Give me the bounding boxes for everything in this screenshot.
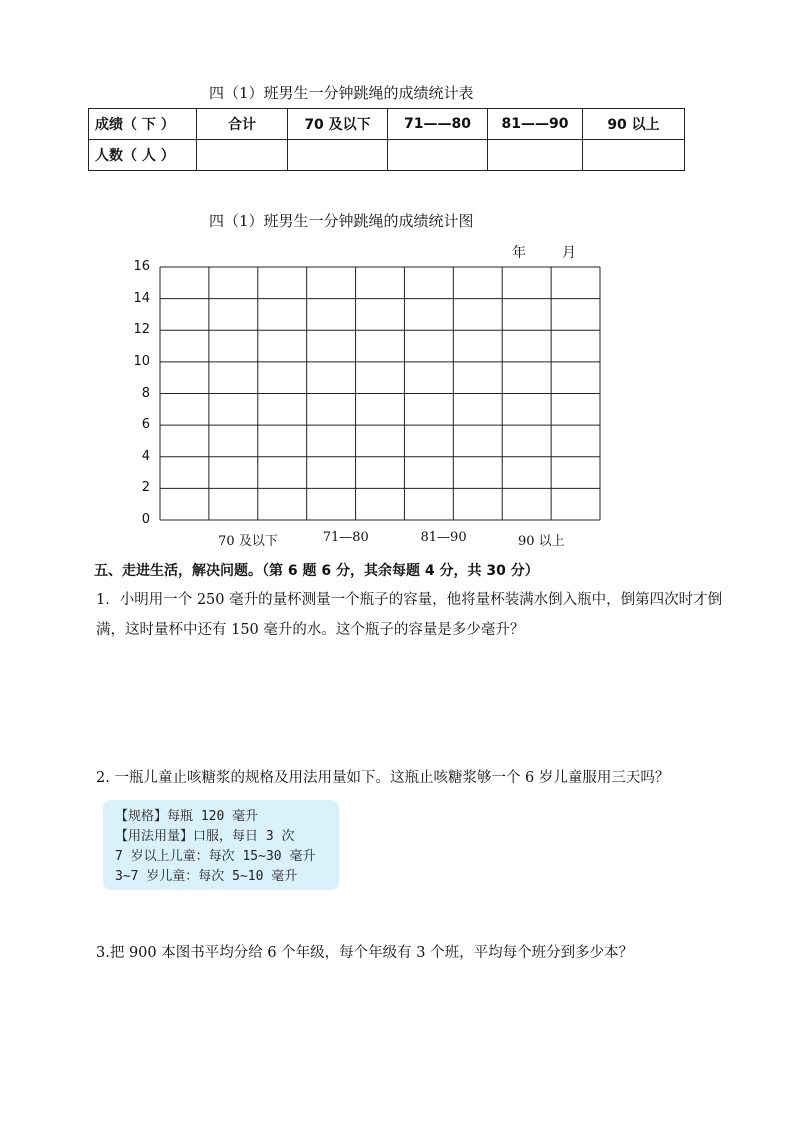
info-line: 【规格】每瓶 120 毫升 bbox=[115, 809, 259, 824]
y-tick-label: 12 bbox=[133, 322, 150, 338]
x-category-label: 81—90 bbox=[420, 530, 467, 545]
chart-grid bbox=[0, 0, 794, 560]
question-1: 1．小明用一个 250 毫升的量杯测量一个瓶子的容量，他将量杯装满水倒入瓶中，倒第四次时才倒满，这时量杯中还有 150 毫升的水。这个瓶子的容量是多少毫升？ bbox=[96, 592, 723, 638]
info-line: 7 岁以上儿童：每次 15~30 毫升 bbox=[115, 849, 316, 864]
question-3: 3.把 900 本图书平均分给 6 个年级，每个年级有 3 个班，平均每个班分到多少本？ bbox=[96, 945, 634, 961]
y-tick-label: 14 bbox=[133, 290, 150, 306]
table-header-cell: 81——90 bbox=[488, 109, 583, 140]
table-header-cell: 70 及以下 bbox=[288, 109, 388, 140]
chart-title: 四（1）班男生一分钟跳绳的成绩统计图 bbox=[209, 212, 474, 230]
info-line: 3~7 岁儿童：每次 5~10 毫升 bbox=[115, 869, 298, 884]
table-header-cell: 合计 bbox=[197, 109, 288, 140]
y-tick-label: 2 bbox=[141, 480, 150, 496]
year-label: 年 bbox=[512, 245, 526, 261]
x-category-label: 70 及以下 bbox=[218, 534, 278, 549]
table-header-cell: 90 以上 bbox=[583, 109, 685, 140]
x-category-label: 71—80 bbox=[322, 530, 369, 545]
x-category-label: 90 以上 bbox=[517, 534, 565, 549]
y-tick-label: 0 bbox=[141, 512, 150, 527]
month-label: 月 bbox=[562, 245, 576, 261]
table-header-cell: 成绩（ 下 ） bbox=[89, 109, 197, 140]
question-2: 2. 一瓶儿童止咳糖浆的规格及用法用量如下。这瓶止咳糖浆够一个 6 岁儿童服用三天吗？ bbox=[96, 770, 670, 786]
table-title: 四（1）班男生一分钟跳绳的成绩统计表 bbox=[209, 84, 474, 102]
y-tick-label: 8 bbox=[141, 385, 150, 401]
section-heading: 五、走进生活，解决问题。（第 6 题 6 分，其余每题 4 分，共 30 分） bbox=[94, 563, 539, 579]
y-tick-label: 4 bbox=[141, 448, 150, 464]
y-tick-label: 6 bbox=[141, 417, 150, 433]
table-row-label: 人数（ 人 ） bbox=[89, 140, 197, 171]
y-tick-label: 10 bbox=[133, 353, 150, 369]
info-line: 【用法用量】口服，每日 3 次 bbox=[115, 829, 295, 844]
y-tick-label: 16 bbox=[133, 259, 150, 274]
syrup-info-box bbox=[103, 800, 339, 890]
table-header-cell: 71——80 bbox=[388, 109, 488, 140]
